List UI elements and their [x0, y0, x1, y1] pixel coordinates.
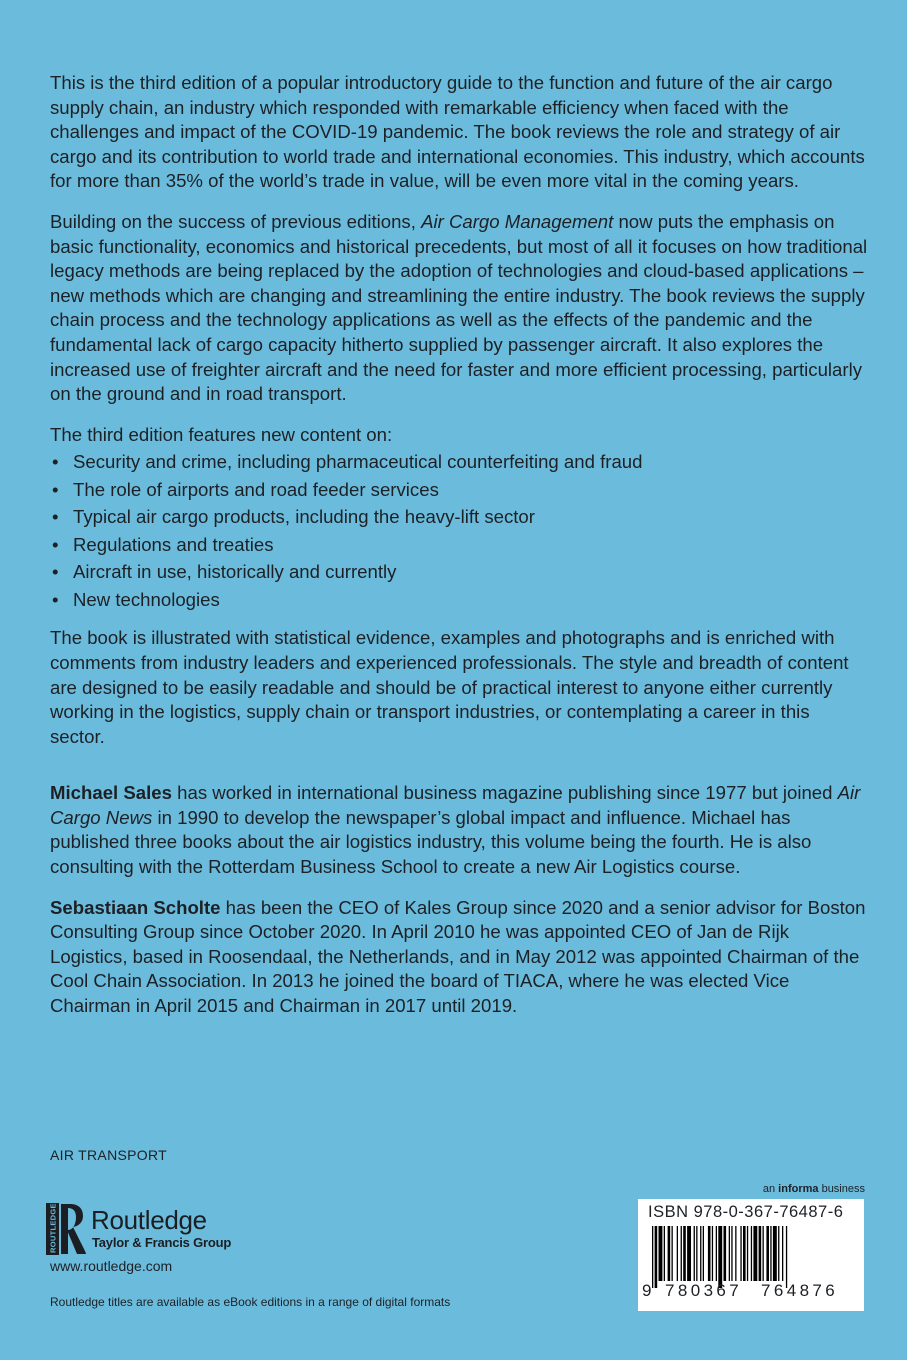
barcode-bar	[659, 1226, 663, 1281]
bullet-icon: •	[52, 506, 59, 528]
magazine-title-italic: Air Cargo News	[50, 782, 861, 828]
ebook-note: Routledge titles are available as eBook editions in a range of digital formats	[50, 1295, 451, 1309]
author-name-1: Michael Sales	[50, 782, 172, 804]
barcode-bar	[747, 1226, 748, 1281]
barcode-bar	[731, 1226, 732, 1281]
author-bio-1	[50, 781, 868, 879]
barcode-bar	[681, 1226, 682, 1281]
publisher-url: www.routledge.com	[50, 1258, 173, 1274]
feature-text: The role of airports and road feeder services	[73, 478, 439, 500]
author-name-2: Sebastiaan Scholte	[50, 896, 221, 918]
barcode-bar	[687, 1226, 691, 1281]
list-item	[50, 586, 868, 614]
publisher-logo	[46, 1203, 286, 1255]
feature-text: New technologies	[73, 588, 220, 610]
barcode-bar	[694, 1226, 695, 1281]
barcode-bar	[664, 1226, 665, 1281]
routledge-logo-icon	[46, 1203, 86, 1255]
barcode-bar	[683, 1226, 686, 1281]
barcode-bar	[703, 1226, 704, 1281]
barcode-digits-right: 764876	[761, 1281, 839, 1300]
list-item	[50, 531, 868, 559]
subject-category: AIR TRANSPORT	[50, 1147, 167, 1163]
back-cover-text	[50, 71, 868, 1019]
barcode-bar	[716, 1226, 717, 1281]
barcode-bar	[729, 1226, 730, 1281]
barcode-bar	[718, 1226, 722, 1288]
informa-brand: informa	[778, 1183, 819, 1195]
barcode-bar	[751, 1226, 752, 1281]
list-item	[50, 558, 868, 586]
publisher-group: Taylor & Francis Group	[92, 1235, 232, 1250]
barcode-bar	[700, 1226, 701, 1281]
blurb-p2-after: now puts the emphasis on basic functionality, economics and historical precedents, but most of all it focuses on how traditional legacy methods are being replaced by the adoption of technologies and cloud-based applications – new methods which are changing and streamlining the entire industry. The book reviews the supply chain process and the technology applications as well as the effects of the pandemic and the fundamental lack of cargo capacity hitherto supplied by passenger aircraft. It also explores the increased use of freighter aircraft and the need for faster and more efficient processing, particularly on the ground and in road transport.	[50, 210, 868, 405]
author-bio-2	[50, 896, 868, 1019]
bullet-icon: •	[52, 533, 59, 555]
blurb-p2-before: Building on the success of previous editions,	[50, 210, 422, 232]
author-bio-1-text-2: in 1990 to develop the newspaper’s global impact and influence. Michael has published three books about the air logistics industry, this volume being the fourth. He is also consulting with the Rotterdam Business School to create a new Air Logistics course.	[50, 806, 812, 878]
barcode-bar	[724, 1226, 727, 1281]
bullet-icon: •	[52, 588, 59, 610]
barcode-digit-first: 9	[642, 1281, 652, 1300]
barcode-bar	[782, 1226, 783, 1281]
barcode-bar	[766, 1226, 769, 1281]
informa-suffix: business	[818, 1183, 865, 1195]
informa-business-label	[763, 1183, 865, 1195]
bullet-icon: •	[52, 478, 59, 500]
book-title-italic: Air Cargo Management	[421, 210, 614, 232]
barcode-bar	[735, 1226, 736, 1281]
barcode-bar	[712, 1226, 713, 1281]
features-intro: The third edition features new content on:	[50, 423, 393, 445]
barcode-bar	[655, 1226, 658, 1288]
barcode-bar	[743, 1226, 746, 1281]
list-item	[50, 503, 868, 531]
blurb-paragraph-2	[50, 210, 868, 407]
bullet-icon: •	[52, 451, 59, 473]
author-bio-2-text: has been the CEO of Kales Group since 2020 and a senior advisor for Boston Consulting Group since October 2020. In April 2010 he was appointed CEO of Jan de Rijk Logistics, based in Roosendaal, the Netherlands, and in May 2012 was appointed Chairman of the Cool Chain Association. In 2013 he joined the board of TIACA, where he was elected Vice Chairman in April 2015 and Chairman in 2017 until 2019.	[50, 896, 866, 1017]
blurb-paragraph-1: This is the third edition of a popular introductory guide to the function and future of the air cargo supply chain, an industry which responded with remarkable efficiency when faced with the challenges and impact of the COVID-19 pandemic. The book reviews the role and strategy of air cargo and its contribution to world trade and international economies. This industry, which accounts for more than 35% of the world’s trade in value, will be even more vital in the coming years.	[50, 72, 865, 192]
barcode-bar	[672, 1226, 673, 1281]
list-item	[50, 476, 868, 504]
barcode-bar	[763, 1226, 764, 1281]
feature-text: Regulations and treaties	[73, 533, 274, 555]
barcode-digits-left: 780367	[665, 1281, 743, 1300]
barcode-bar	[696, 1226, 697, 1281]
feature-text: Aircraft in use, historically and currently	[73, 561, 397, 583]
barcode-bar	[677, 1226, 678, 1281]
barcode-bar	[773, 1226, 777, 1281]
barcode-bar	[708, 1226, 711, 1281]
list-item	[50, 448, 868, 476]
barcode-bar	[652, 1226, 653, 1288]
isbn-label: ISBN 978-0-367-76487-6	[648, 1203, 844, 1221]
barcode-bar	[740, 1226, 741, 1281]
features-list	[50, 448, 868, 613]
author-bio-1-text: has worked in international business magazine publishing since 1977 but joined	[171, 782, 838, 804]
barcode-icon	[652, 1226, 852, 1288]
barcode-bar	[668, 1226, 671, 1281]
logo-vertical-text: ROUTLEDGE	[48, 1203, 58, 1253]
barcode-bar	[759, 1226, 762, 1281]
feature-text: Typical air cargo products, including the heavy-lift sector	[73, 506, 535, 528]
barcode-box	[638, 1199, 864, 1311]
barcode-bar	[778, 1226, 779, 1281]
feature-text: Security and crime, including pharmaceutical counterfeiting and fraud	[73, 451, 643, 473]
informa-prefix: an	[762, 1183, 779, 1195]
bullet-icon: •	[52, 561, 59, 583]
barcode-bar	[753, 1226, 757, 1281]
publisher-name: Routledge	[91, 1205, 207, 1235]
barcode-bar	[770, 1226, 771, 1281]
barcode-bar	[786, 1226, 787, 1288]
blurb-paragraph-4: The book is illustrated with statistical evidence, examples and photographs and is enriched with comments from industry leaders and experienced professionals. The style and breadth of content are designed to be easily readable and should be of practical interest to anyone either currently working in the logistics, supply chain or transport industries, or contemplating a career in this sector.	[50, 627, 849, 747]
